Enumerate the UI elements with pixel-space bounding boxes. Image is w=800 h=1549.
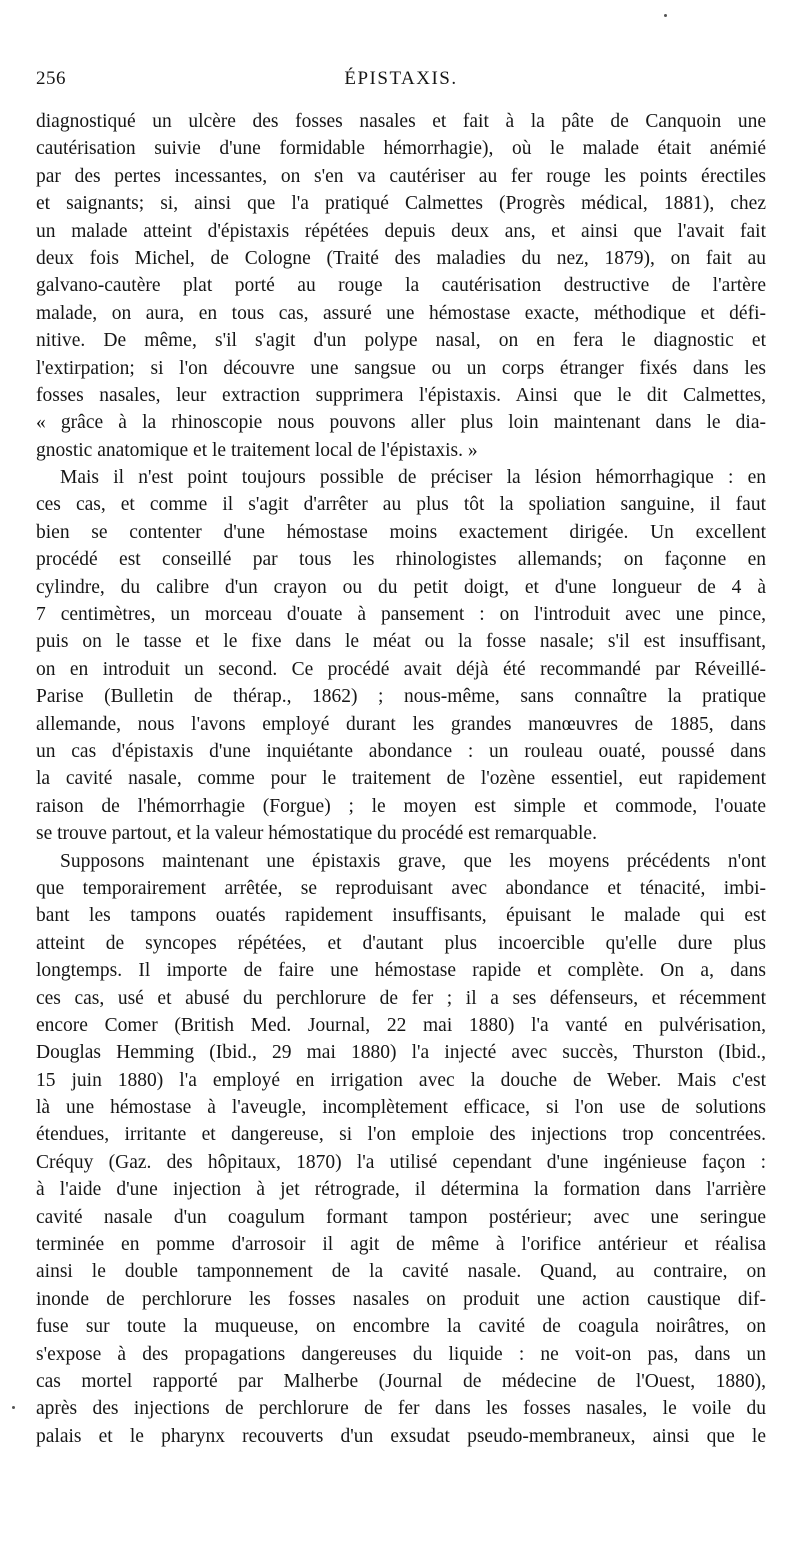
text-line: cavité nasale d'un coagulum formant tampon postérieur; avec une seringue [36,1206,766,1228]
text-line: cautérisation suivie d'une formidable hémorrhagie), où le malade était anémié [36,138,766,160]
text-line: procédé est conseillé par tous les rhinologistes allemands; on façonne en [36,549,766,571]
text-line: cas mortel rapporté par Malherbe (Journal de médecine de l'Ouest, 1880), [36,1370,766,1392]
text-line: nitive. De même, s'il s'agit d'un polype nasal, on en fera le diagnostic et [36,330,766,352]
text-line: allemande, nous l'avons employé durant les grandes manœuvres de 1885, dans [36,713,766,735]
text-line: Mais il n'est point toujours possible de préciser la lésion hémorrhagique : en [60,467,766,489]
text-line: fuse sur toute la muqueuse, on encombre la cavité de coagula noirâtres, on [36,1316,766,1338]
text-line: raison de l'hémorrhagie (Forgue) ; le moyen est simple et commode, l'ouate [36,795,766,817]
text-line: longtemps. Il importe de faire une hémostase rapide et complète. On a, dans [36,960,766,982]
text-line: bant les tampons ouatés rapidement insuffisants, épuisant le malade qui est [36,905,766,927]
print-speck [664,14,667,17]
page-header [36,68,766,100]
text-line: un malade atteint d'épistaxis répétées depuis deux ans, et ainsi que l'avait fait [36,220,766,242]
text-line: cylindre, du calibre d'un crayon ou du petit doigt, et d'une longueur de 4 à [36,576,766,598]
page-number: 256 [36,68,66,89]
text-line: puis on le tasse et le fixe dans le méat ou la fosse nasale; s'il est insuffisant, [36,631,766,653]
text-line: ainsi le double tamponnement de la cavité nasale. Quand, au contraire, on [36,1261,766,1283]
text-line: inonde de perchlorure les fosses nasales on produit une action caustique dif- [36,1288,766,1310]
text-line: palais et le pharynx recouverts d'un exsudat pseudo-membraneux, ainsi que le [36,1425,766,1447]
text-line: Créquy (Gaz. des hôpitaux, 1870) l'a utilisé cependant d'une ingénieuse façon : [36,1151,766,1173]
text-line: galvano-cautère plat porté au rouge la cautérisation destructive de l'artère [36,275,766,297]
text-line: par des pertes incessantes, on s'en va cautériser au fer rouge les points érectiles [36,165,766,187]
text-line: encore Comer (British Med. Journal, 22 mai 1880) l'a vanté en pulvérisation, [36,1014,766,1036]
text-line: étendues, irritante et dangereuse, si l'on emploie des injections trop concentrées. [36,1124,766,1146]
text-line: fosses nasales, leur extraction supprimera l'épistaxis. Ainsi que le dit Calmettes, [36,384,766,406]
text-line: terminée en pomme d'arrosoir il agit de même à l'orifice antérieur et réalisa [36,1234,766,1256]
text-line: 15 juin 1880) l'a employé en irrigation avec la douche de Weber. Mais c'est [36,1069,766,1091]
text-line: Parise (Bulletin de thérap., 1862) ; nous-même, sans connaître la pratique [36,686,766,708]
text-line: 7 centimètres, un morceau d'ouate à pansement : on l'introduit avec une pince, [36,604,766,626]
text-line: atteint de syncopes répétées, et d'autant plus incoercible qu'elle dure plus [36,932,766,954]
text-line: là une hémostase à l'aveugle, incomplètement efficace, si l'on use de solutions [36,1097,766,1119]
text-line: malade, on aura, en tous cas, assuré une hémostase exacte, méthodique et défi- [36,302,766,324]
text-line: se trouve partout, et la valeur hémostatique du procédé est remarquable. [36,823,597,845]
text-line: que temporairement arrêtée, se reproduisant avec abondance et ténacité, imbi- [36,877,766,899]
text-line: ces cas, et comme il s'agit d'arrêter au plus tôt la spoliation sanguine, il faut [36,494,766,516]
text-line: diagnostiqué un ulcère des fosses nasales et fait à la pâte de Canquoin une [36,111,766,132]
text-line: un cas d'épistaxis d'une inquiétante abondance : un rouleau ouaté, poussé dans [36,740,766,762]
text-line: après des injections de perchlorure de fer dans les fosses nasales, le voile du [36,1398,766,1420]
text-line: s'expose à des propagations dangereuses du liquide : ne voit-on pas, dans un [36,1343,766,1365]
text-line: Supposons maintenant une épistaxis grave, que les moyens précédents n'ont [60,850,766,872]
running-title: ÉPISTAXIS. [344,68,458,89]
text-line: ces cas, usé et abusé du perchlorure de fer ; il a ses défenseurs, et récemment [36,987,766,1009]
text-line: gnostic anatomique et le traitement local de l'épistaxis. » [36,439,478,461]
text-line: la cavité nasale, comme pour le traitement de l'ozène essentiel, eut rapidement [36,768,766,790]
body-text [36,108,766,1450]
text-line: Douglas Hemming (Ibid., 29 mai 1880) l'a injecté avec succès, Thurston (Ibid., [36,1042,766,1064]
text-line: à l'aide d'une injection à jet rétrograde, il détermina la formation dans l'arrière [36,1179,766,1201]
text-line: on en introduit un second. Ce procédé avait déjà été recommandé par Réveillé- [36,658,766,680]
print-speck [12,1406,15,1409]
text-line: bien se contenter d'une hémostase moins exactement dirigée. Un excellent [36,521,766,543]
text-line: et saignants; si, ainsi que l'a pratiqué Calmettes (Progrès médical, 1881), chez [36,193,766,215]
text-line: « grâce à la rhinoscopie nous pouvons aller plus loin maintenant dans le dia- [36,412,766,434]
text-line: deux fois Michel, de Cologne (Traité des maladies du nez, 1879), on fait au [36,247,766,269]
text-line: l'extirpation; si l'on découvre une sangsue ou un corps étranger fixés dans les [36,357,766,379]
